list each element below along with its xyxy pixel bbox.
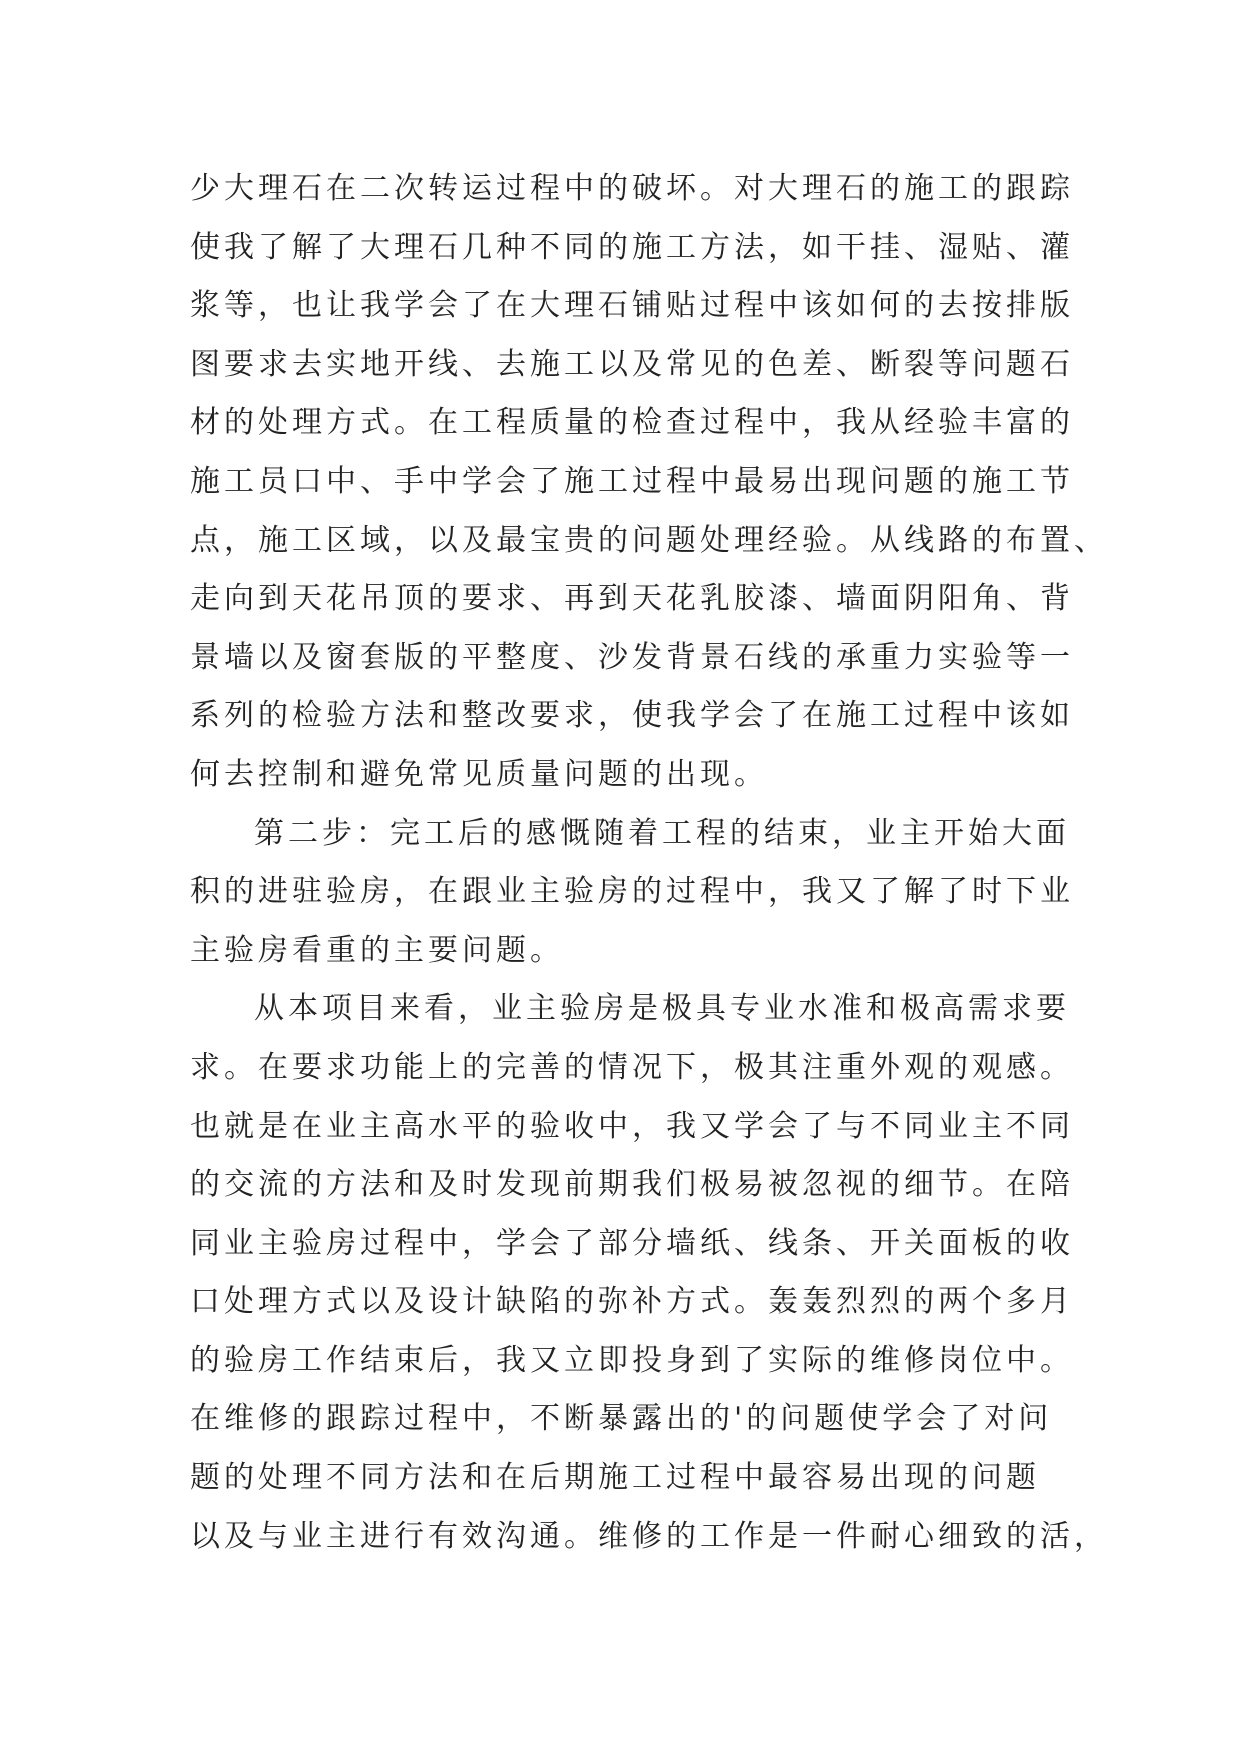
text-line: 积的进驻验房，在跟业主验房的过程中，我又了解了时下业 <box>190 874 1074 910</box>
text-line: 同业主验房过程中，学会了部分墙纸、线条、开关面板的收 <box>190 1225 1074 1261</box>
text-line: 的交流的方法和及时发现前期我们极易被忽视的细节。在陪 <box>190 1167 1074 1203</box>
text-line: 点，施工区域，以及最宝贵的问题处理经验。从线路的布置、 <box>190 522 1108 558</box>
text-line: 使我了解了大理石几种不同的施工方法，如干挂、湿贴、灌 <box>190 229 1074 265</box>
text-line: 系列的检验方法和整改要求，使我学会了在施工过程中该如 <box>190 698 1074 734</box>
text-line: 走向到天花吊顶的要求、再到天花乳胶漆、墙面阴阳角、背 <box>190 581 1074 617</box>
text-line: 图要求去实地开线、去施工以及常见的色差、断裂等问题石 <box>190 346 1074 382</box>
text-line: 也就是在业主高水平的验收中，我又学会了与不同业主不同 <box>190 1108 1074 1144</box>
paragraph-start-line: 从本项目来看，业主验房是极具专业水准和极高需求要 <box>254 991 1070 1027</box>
body-text <box>190 160 1108 1566</box>
paragraph-start-line: 第二步：完工后的感慨随着工程的结束，业主开始大面 <box>254 815 1070 851</box>
text-line: 浆等，也让我学会了在大理石铺贴过程中该如何的去按排版 <box>190 288 1074 324</box>
text-line: 少大理石在二次转运过程中的破坏。对大理石的施工的跟踪 <box>190 171 1074 206</box>
text-line: 以及与业主进行有效沟通。维修的工作是一件耐心细致的活， <box>190 1518 1108 1554</box>
text-line: 景墙以及窗套版的平整度、沙发背景石线的承重力实验等一 <box>190 639 1074 675</box>
text-line: 口处理方式以及设计缺陷的弥补方式。轰轰烈烈的两个多月 <box>190 1284 1074 1320</box>
text-line: 何去控制和避免常见质量问题的出现。 <box>190 756 768 792</box>
text-line: 材的处理方式。在工程质量的检查过程中，我从经验丰富的 <box>190 405 1074 441</box>
text-line: 求。在要求功能上的完善的情况下，极其注重外观的观感。 <box>190 1049 1074 1085</box>
text-line: 主验房看重的主要问题。 <box>190 932 564 968</box>
text-line: 施工员口中、手中学会了施工过程中最易出现问题的施工节 <box>190 463 1074 499</box>
text-line: 题的处理不同方法和在后期施工过程中最容易出现的问题 <box>190 1460 1040 1496</box>
text-line: 的验房工作结束后，我又立即投身到了实际的维修岗位中。 <box>190 1342 1074 1378</box>
text-line: 在维修的跟踪过程中，不断暴露出的'的问题使学会了对问 <box>190 1401 1053 1437</box>
